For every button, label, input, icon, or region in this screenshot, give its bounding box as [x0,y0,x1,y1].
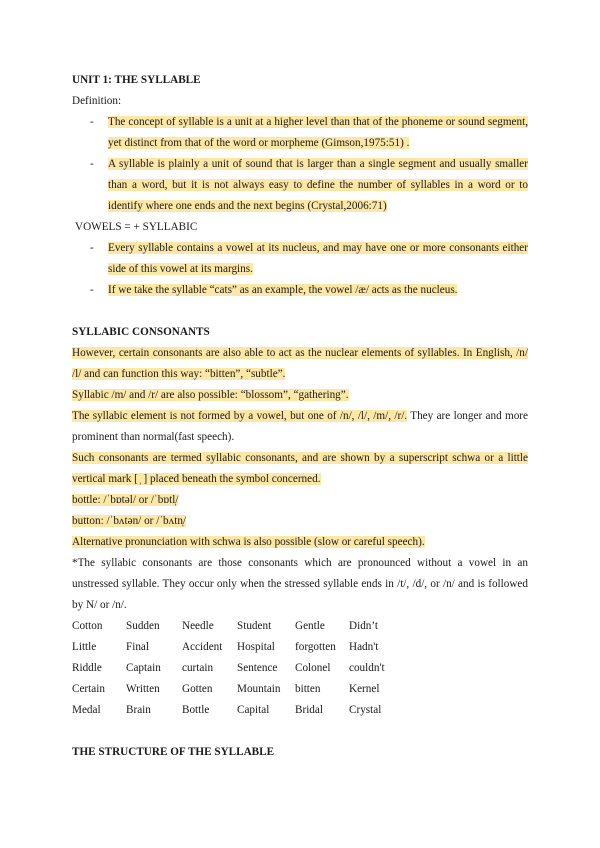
vowels-line: VOWELS = + SYLLABIC [75,221,198,233]
bottle-transcription-text: bottle: /ˈbɒtəl/ or /ˈbɒtl̩/ [72,494,179,506]
unit-title: UNIT 1: THE SYLLABLE [72,74,201,86]
definition-label: Definition: [72,95,122,107]
button-transcription [72,511,528,532]
vowel-bullet: - Every syllable contains a vowel at its nucleus, and may have one or more consonants either side of this vowel at its margins. [90,242,528,275]
alternative-pronunciation [72,532,528,553]
definition-bullet: - A syllable is plainly a unit of sound that is larger than a single segment and usually smaller than a word, but it is not always easy to define the number of syllables in a word or to identify where one ends and the next begins (Crystal,2006:71) [90,158,528,212]
word-cell: Hadn't [349,641,379,653]
definition-bullet-text: A syllable is plainly a unit of sound that is larger than a single segment and usually smaller than a word, but it is not always easy to define the number of syllables in a word or to identify where one ends and the next begins (Crystal,2006:71) [108,158,528,212]
syllabic-note: *The syllabic consonants are those consonants which are pronounced without a vowel in an unstressed syllable. They occur only when the stressed syllable ends in /t/, /d/, or /n/ and is followed by N/ or /n/. [72,557,528,611]
paragraph-syllabic-element [72,406,528,448]
word-grid [72,616,528,721]
vowel-bullet: - If we take the syllable “cats” as an example, the vowel /æ/ acts as the nucleus. [90,284,458,296]
word-cell: bitten [295,683,321,695]
definition-bullet-text: The concept of syllable is a unit at a higher level than that of the phoneme or sound segment, yet distinct from that of the word or morpheme (Gimson,1975:51) . [108,116,528,149]
word-cell: couldn't [349,662,385,674]
paragraph-termed-text: Such consonants are termed syllabic consonants, and are shown by a superscript schwa or a little vertical mark [ ̩ ] placed beneath the symbol concerned. [72,452,528,485]
paragraph-termed [72,448,528,490]
word-cell: Medal [72,704,101,716]
word-cell: Bridal [295,704,323,716]
word-cell: Riddle [72,662,102,674]
word-cell: Captain [126,662,161,674]
paragraph-syllabic-mr [72,385,528,406]
alternative-pronunciation-text: Alternative pronunciation with schwa is also possible (slow or careful speech). [72,536,425,548]
word-cell: Student [237,620,272,632]
word-cell: Hospital [237,641,275,653]
word-cell: Crystal [349,704,382,716]
paragraph-nuclear-text: However, certain consonants are also able to act as the nuclear elements of syllables. In English, /n/ /l/ and can function this way: “bitten”, “subtle”. [72,347,528,380]
word-cell: Certain [72,683,105,695]
word-cell: Final [126,641,149,653]
syllable-structure-heading: THE STRUCTURE OF THE SYLLABLE [72,746,275,758]
definition-bullet: - The concept of syllable is a unit at a higher level than that of the phoneme or sound segment, yet distinct from that of the word or morpheme (Gimson,1975:51) . [90,116,528,149]
vowel-bullet-text: If we take the syllable “cats” as an example, the vowel /æ/ acts as the nucleus. [108,284,458,296]
word-cell: Little [72,641,97,653]
word-cell: Accident [182,641,223,653]
word-cell: Gotten [182,683,213,695]
paragraph-syllabic-mr-text: Syllabic /m/ and /r/ are also possible: “blossom”, “gathering”. [72,389,349,401]
word-cell: Needle [182,620,214,632]
paragraph-syllabic-element-rest: They are longer and more prominent than normal(fast speech). [72,410,529,443]
word-cell: Didn’t [349,620,379,632]
paragraph-nuclear [72,343,528,385]
word-cell: Written [126,683,160,695]
word-cell: Kernel [349,683,380,695]
word-cell: Brain [126,704,151,716]
word-cell: Sudden [126,620,160,632]
word-cell: Mountain [237,683,281,695]
vowel-bullet-text: Every syllable contains a vowel at its nucleus, and may have one or more consonants either side of this vowel at its margins. [108,242,528,275]
word-cell: Bottle [182,704,210,716]
word-cell: Cotton [72,620,103,632]
paragraph-syllabic-element-hl: The syllabic element is not formed by a vowel, but one of /n/, /l/, /m/, /r/. [72,410,408,422]
word-cell: Gentle [295,620,325,632]
bottle-transcription [72,490,528,511]
button-transcription-text: button: /ˈbʌtən/ or /ˈbʌtn̩/ [72,515,187,527]
word-cell: Capital [237,704,270,716]
word-cell: Sentence [237,662,278,674]
word-cell: Colonel [295,662,331,674]
document-content [72,70,528,763]
word-cell: curtain [182,662,214,674]
word-cell: forgotten [295,641,336,653]
syllabic-consonants-heading: SYLLABIC CONSONANTS [72,326,210,338]
